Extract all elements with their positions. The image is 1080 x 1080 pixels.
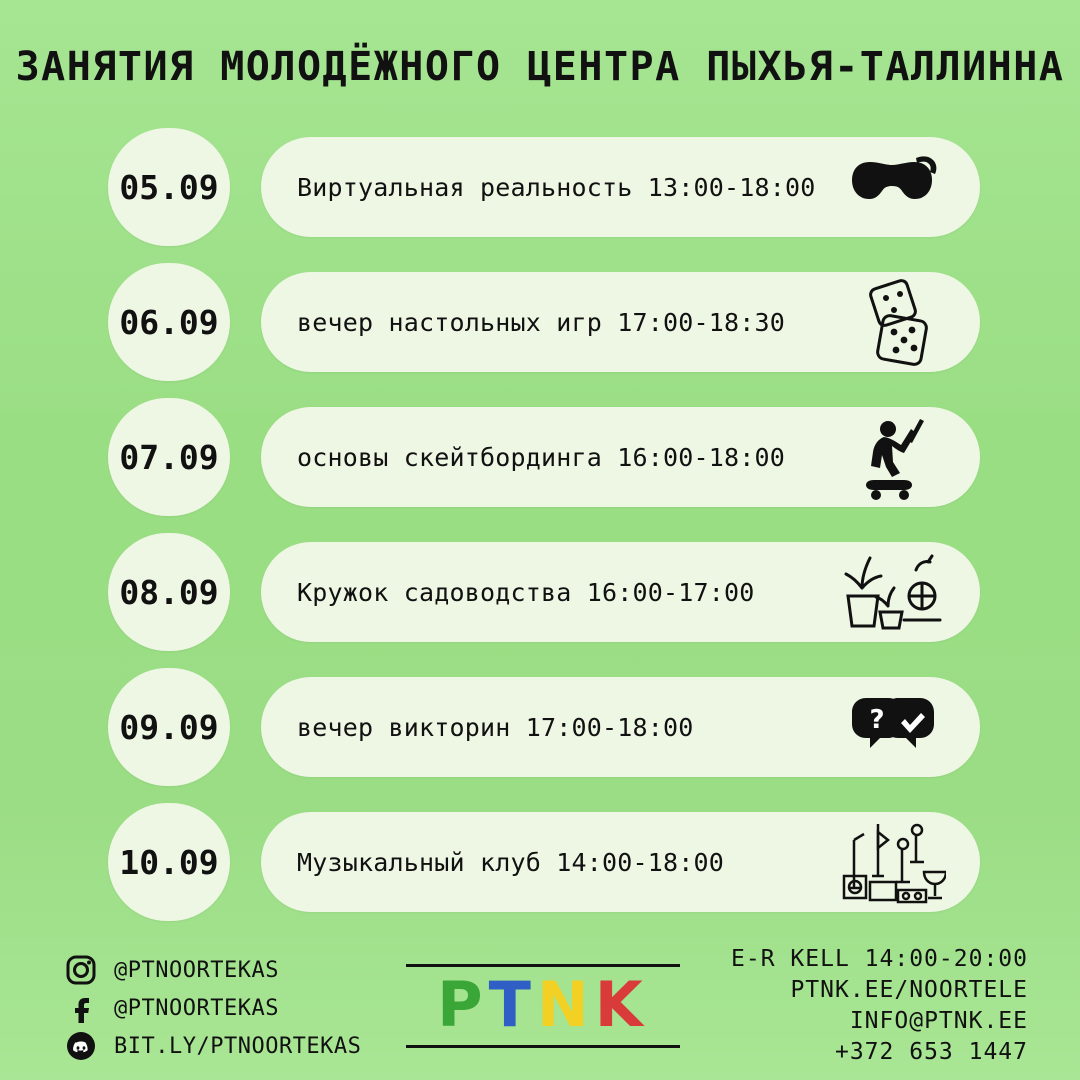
dice-icon [838, 276, 946, 368]
event-bar [261, 812, 980, 912]
date-text: 07.09 [119, 437, 219, 477]
date-badge [108, 263, 230, 381]
logo-rule-bottom [406, 1045, 680, 1048]
date-text: 05.09 [119, 167, 219, 207]
logo-letter-p: P [437, 968, 489, 1041]
date-badge [108, 128, 230, 246]
event-text: Кружок садоводства 16:00-17:00 [297, 577, 755, 607]
event-text: вечер викторин 17:00-18:00 [297, 712, 694, 742]
schedule-list [108, 128, 980, 938]
logo-letter-n: N [536, 968, 595, 1041]
music-equipment-icon [838, 816, 946, 908]
skateboarder-icon [838, 411, 946, 503]
svg-text:?: ? [869, 705, 885, 735]
schedule-row [108, 128, 980, 246]
schedule-row [108, 398, 980, 516]
discord-icon [64, 1029, 98, 1063]
facebook-icon [64, 991, 98, 1025]
vr-headset-icon [838, 141, 946, 233]
page-title: ЗАНЯТИЯ МОЛОДЁЖНОГО ЦЕНТРА ПЫХЬЯ-ТАЛЛИННА [15, 44, 1065, 90]
date-badge [108, 803, 230, 921]
schedule-row [108, 533, 980, 651]
date-text: 08.09 [119, 572, 219, 612]
date-text: 06.09 [119, 302, 219, 342]
logo-rule-top [406, 964, 680, 967]
logo-letter-k: K [594, 968, 649, 1041]
event-bar [261, 677, 980, 777]
instagram-icon [64, 953, 98, 987]
contact-hours: E-R KELL 14:00-20:00 [731, 945, 1028, 972]
quiz-bubbles-icon [838, 681, 946, 773]
potted-plants-icon [838, 546, 946, 638]
event-bar [261, 407, 980, 507]
logo-letter-t: T [488, 968, 537, 1041]
date-badge [108, 398, 230, 516]
logo-letters [398, 968, 688, 1041]
event-text: вечер настольных игр 17:00-18:30 [297, 307, 786, 337]
date-text: 09.09 [119, 707, 219, 747]
social-handle: BIT.LY/PTNOORTEKAS [114, 1033, 362, 1059]
contact-info [731, 944, 1028, 1068]
event-text: основы скейтбординга 16:00-18:00 [297, 442, 786, 472]
contact-phone[interactable]: +372 653 1447 [834, 1038, 1028, 1065]
contact-website[interactable]: PTNK.EE/NOORTELE [790, 976, 1028, 1003]
date-badge [108, 533, 230, 651]
event-text: Музыкальный клуб 14:00-18:00 [297, 847, 725, 877]
event-bar [261, 272, 980, 372]
footer [0, 930, 1080, 1080]
schedule-row [108, 803, 980, 921]
contact-email[interactable]: INFO@PTNK.EE [849, 1007, 1028, 1034]
date-badge [108, 668, 230, 786]
event-text: Виртуальная реальность 13:00-18:00 [297, 172, 816, 202]
date-text: 10.09 [119, 842, 219, 882]
social-handle: @PTNOORTEKAS [114, 957, 279, 983]
schedule-row [108, 668, 980, 786]
social-handle: @PTNOORTEKAS [114, 995, 279, 1021]
event-bar [261, 542, 980, 642]
ptnk-logo [398, 960, 688, 1052]
schedule-row [108, 263, 980, 381]
event-bar [261, 137, 980, 237]
